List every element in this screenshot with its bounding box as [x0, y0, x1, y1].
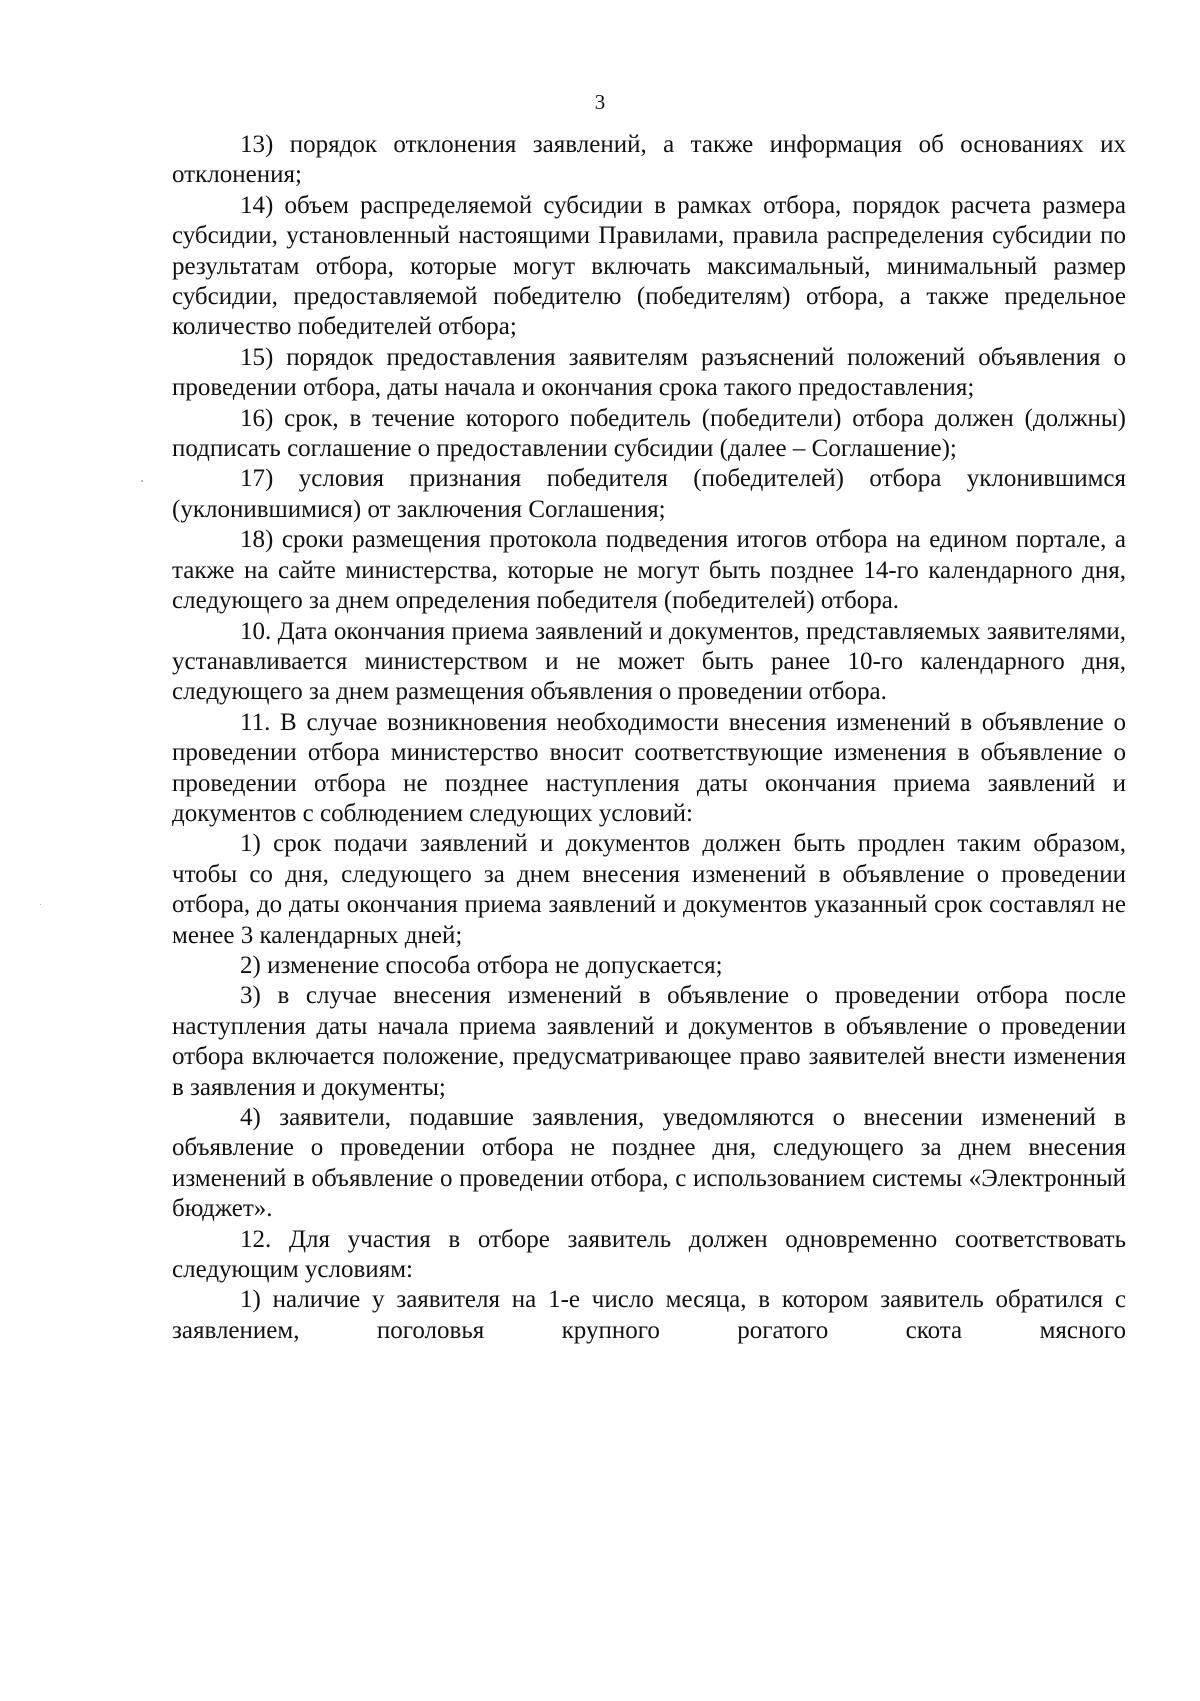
paragraph-item-18: 18) сроки размещения протокола подведения итогов отбора на едином портале, а также на сайте министерства, которые не могут быть позднее 14-го календарного дня, следующего за днем определения победителя (победителей) отбора. — [172, 526, 1126, 615]
paragraph-item-17: 17) условия признания победителя (победителей) отбора уклонившимся (уклонившимися) от заключения Соглашения; — [172, 465, 1126, 523]
clause-12-item-1: 1) наличие у заявителя на 1-е число месяца, в котором заявитель обратился с заявлением, поголовья крупного рогатого скота мясного — [172, 1286, 1126, 1344]
clause-11: 11. В случае возникновения необходимости внесения изменений в объявление о проведении отбора министерство вносит соответствующие изменения в объявление о проведении отбора не позднее наступления даты окончания приема заявлений и документов с соблюдением следующих условий: — [172, 708, 1126, 827]
paragraph-item-14: 14) объем распределяемой субсидии в рамках отбора, порядок расчета размера субсидии, установленный настоящими Правилами, правила распределения субсидии по результатам отбора, которые могут включать максимальный, минимальный размер субсидии, предоставляемой победителю (победителям) отбора, а также предельное количество победителей отбора; — [172, 191, 1126, 341]
paragraph-item-13: 13) порядок отклонения заявлений, а также информация об основаниях их отклонения; — [172, 131, 1126, 189]
clause-10: 10. Дата окончания приема заявлений и документов, представляемых заявителями, устанавливается министерством и не может быть ранее 10-го календарного дня, следующего за днем размещения объявления о проведении отбора. — [172, 617, 1126, 706]
clause-12: 12. Для участия в отборе заявитель должен одновременно соответствовать следующим условиям: — [172, 1225, 1126, 1284]
clause-11-item-1: 1) срок подачи заявлений и документов должен быть продлен таким образом, чтобы со дня, следующего за днем внесения изменений в объявление о проведении отбора, до даты окончания приема заявлений и документов указанный срок составлял не менее 3 календарных дней; — [172, 830, 1126, 949]
clause-11-item-4: 4) заявители, подавшие заявления, уведомляются о внесении изменений в объявление о проведении отбора не позднее дня, следующего за днем внесения изменений в объявление о проведении отбора, с использованием системы «Электронный бюджет». — [172, 1104, 1126, 1223]
clause-11-item-2: 2) изменение способа отбора не допускается; — [240, 951, 723, 979]
clause-11-item-3: 3) в случае внесения изменений в объявление о проведении отбора после наступления даты начала приема заявлений и документов в объявление о проведении отбора включается положение, предусматривающее право заявителей внести изменения в заявления и документы; — [172, 982, 1126, 1101]
paragraph-item-16: 16) срок, в течение которого победитель (победители) отбора должен (должны) подписать соглашение о предоставлении субсидии (далее – Соглашение); — [172, 404, 1126, 463]
scan-speck — [141, 480, 143, 482]
page-number: 3 — [594, 90, 606, 114]
scan-speck — [40, 904, 41, 905]
paragraph-item-15: 15) порядок предоставления заявителям разъяснений положений объявления о проведении отбора, даты начала и окончания срока такого предоставления; — [172, 343, 1126, 402]
document-body — [172, 130, 1126, 1346]
